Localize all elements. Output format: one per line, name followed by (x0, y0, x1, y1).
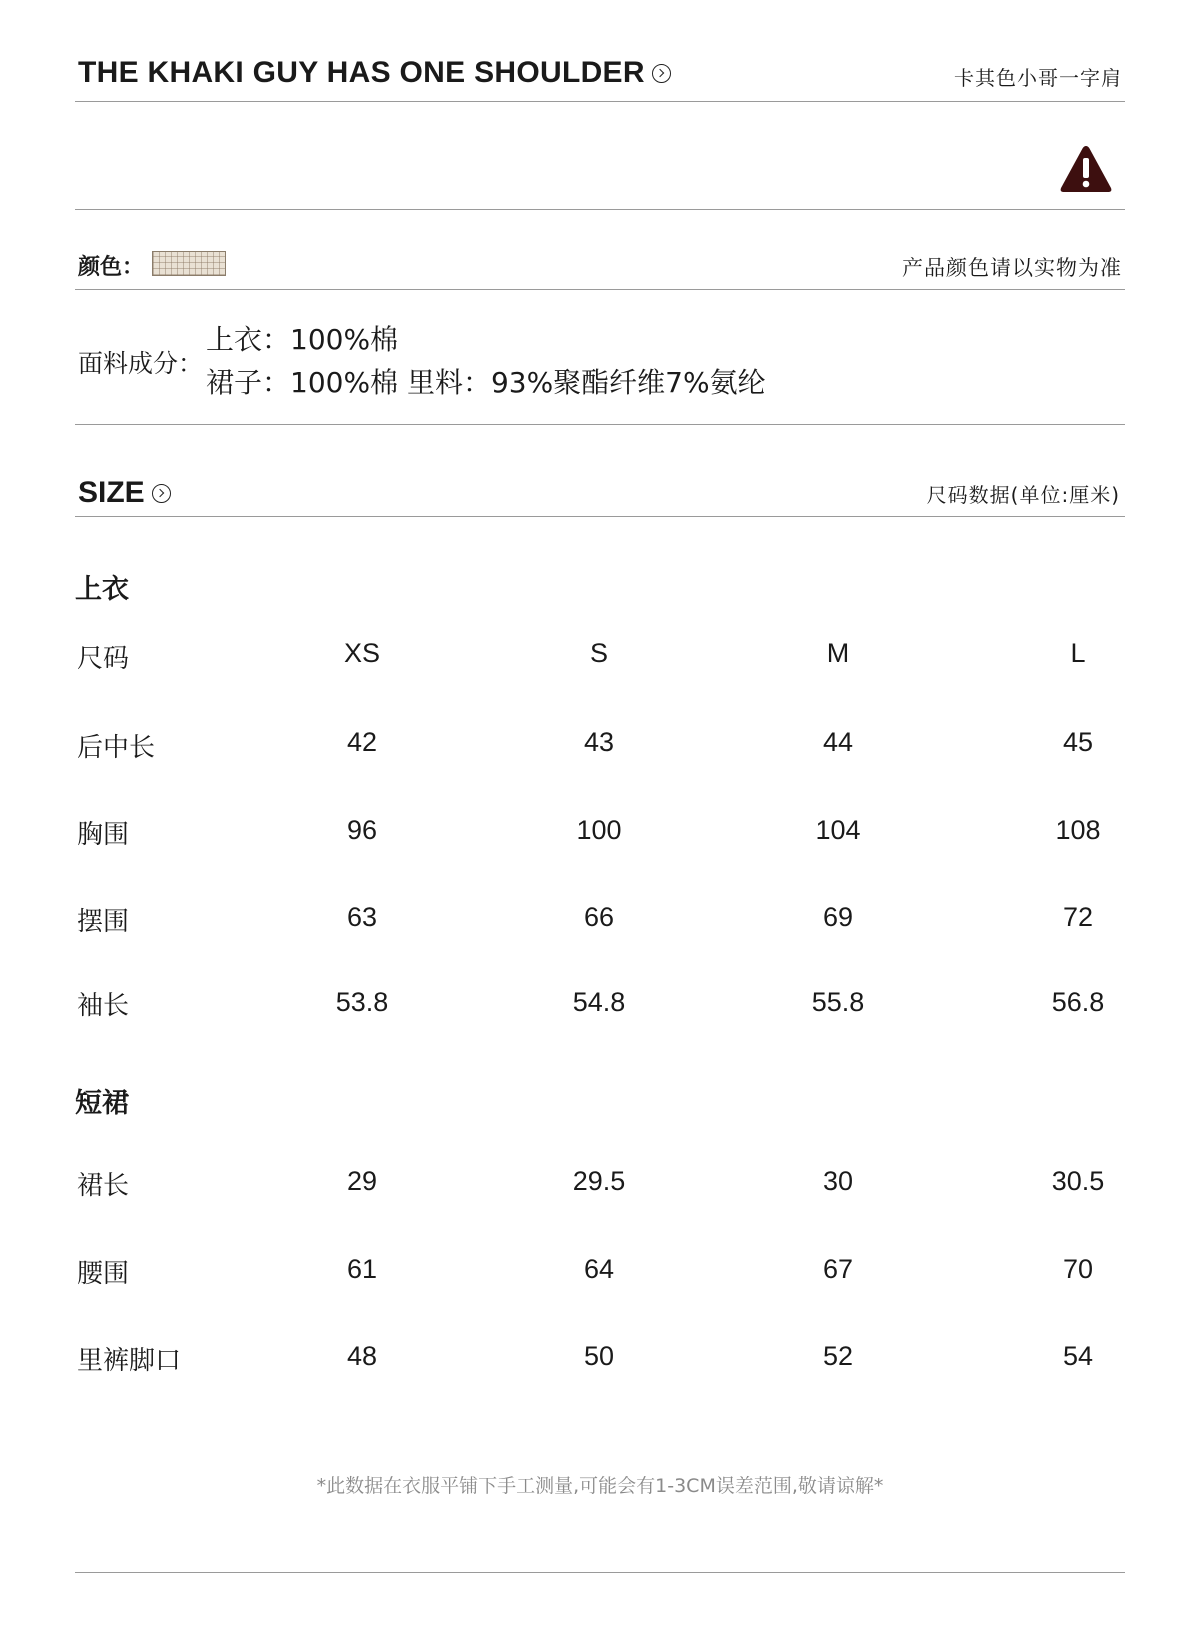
table-cell: 54.8 (572, 987, 626, 1017)
fabric-skirt: 裙子：100%棉 里料：93%聚酯纤维7%氨纶 (206, 366, 766, 399)
divider (75, 424, 1125, 425)
row-label: 胸围 (77, 820, 130, 850)
row-label: 袖长 (77, 991, 130, 1021)
row-label: 裙长 (77, 1171, 130, 1201)
page-title-row (78, 56, 671, 90)
table-cell: 50 (583, 1341, 615, 1371)
table-cell: 70 (1062, 1254, 1094, 1284)
section-title-top: 上衣 (75, 574, 129, 605)
row-label: 后中长 (77, 733, 156, 763)
table-cell: 104 (815, 815, 861, 845)
table-cell: 100 (576, 815, 622, 845)
size-title-row (78, 476, 171, 510)
table-cell: 29.5 (572, 1166, 626, 1196)
warning-icon (1058, 143, 1114, 195)
divider (75, 209, 1125, 210)
table-cell: 45 (1062, 727, 1094, 757)
table-cell: 29 (346, 1166, 378, 1196)
table-cell: 55.8 (811, 987, 865, 1017)
table-cell: 52 (822, 1341, 854, 1371)
column-header-l: L (1070, 638, 1086, 668)
table-cell: 48 (346, 1341, 378, 1371)
table-cell: 53.8 (335, 987, 389, 1017)
table-cell: 63 (346, 902, 378, 932)
row-label: 里裤脚口 (77, 1346, 182, 1376)
size-unit: 尺码数据(单位:厘米) (926, 483, 1120, 507)
divider (75, 516, 1125, 517)
column-header-s: S (589, 638, 608, 668)
color-label: 颜色： (78, 255, 145, 280)
table-cell: 69 (822, 902, 854, 932)
fabric-top: 上衣：100%棉 (206, 323, 399, 356)
column-header-m: M (826, 638, 850, 668)
column-header-size: 尺码 (77, 644, 130, 674)
section-title-skirt: 短裙 (75, 1088, 129, 1119)
divider (75, 1572, 1125, 1573)
divider (75, 289, 1125, 290)
product-name-cn: 卡其色小哥一字肩 (954, 66, 1122, 90)
table-cell: 30 (822, 1166, 854, 1196)
table-cell: 108 (1055, 815, 1101, 845)
color-note: 产品颜色请以实物为准 (902, 256, 1122, 280)
table-cell: 67 (822, 1254, 854, 1284)
table-cell: 42 (346, 727, 378, 757)
measurement-footnote: *此数据在衣服平铺下手工测量,可能会有1-3CM误差范围,敬请谅解* (316, 1475, 884, 1497)
row-label: 腰围 (77, 1259, 130, 1289)
table-cell: 66 (583, 902, 615, 932)
divider (75, 101, 1125, 102)
table-cell: 56.8 (1051, 987, 1105, 1017)
chevron-right-circle-icon (152, 484, 171, 503)
size-title: SIZE (78, 476, 145, 509)
table-cell: 54 (1062, 1341, 1094, 1371)
table-cell: 61 (346, 1254, 378, 1284)
column-header-xs: XS (343, 638, 381, 668)
table-cell: 30.5 (1051, 1166, 1105, 1196)
table-cell: 43 (583, 727, 615, 757)
color-swatch (152, 251, 226, 276)
table-cell: 44 (822, 727, 854, 757)
table-cell: 64 (583, 1254, 615, 1284)
table-cell: 72 (1062, 902, 1094, 932)
page-title: THE KHAKI GUY HAS ONE SHOULDER (78, 56, 645, 89)
table-cell: 96 (346, 815, 378, 845)
fabric-label: 面料成分： (78, 349, 204, 378)
chevron-right-circle-icon (652, 64, 671, 83)
row-label: 摆围 (77, 907, 130, 937)
